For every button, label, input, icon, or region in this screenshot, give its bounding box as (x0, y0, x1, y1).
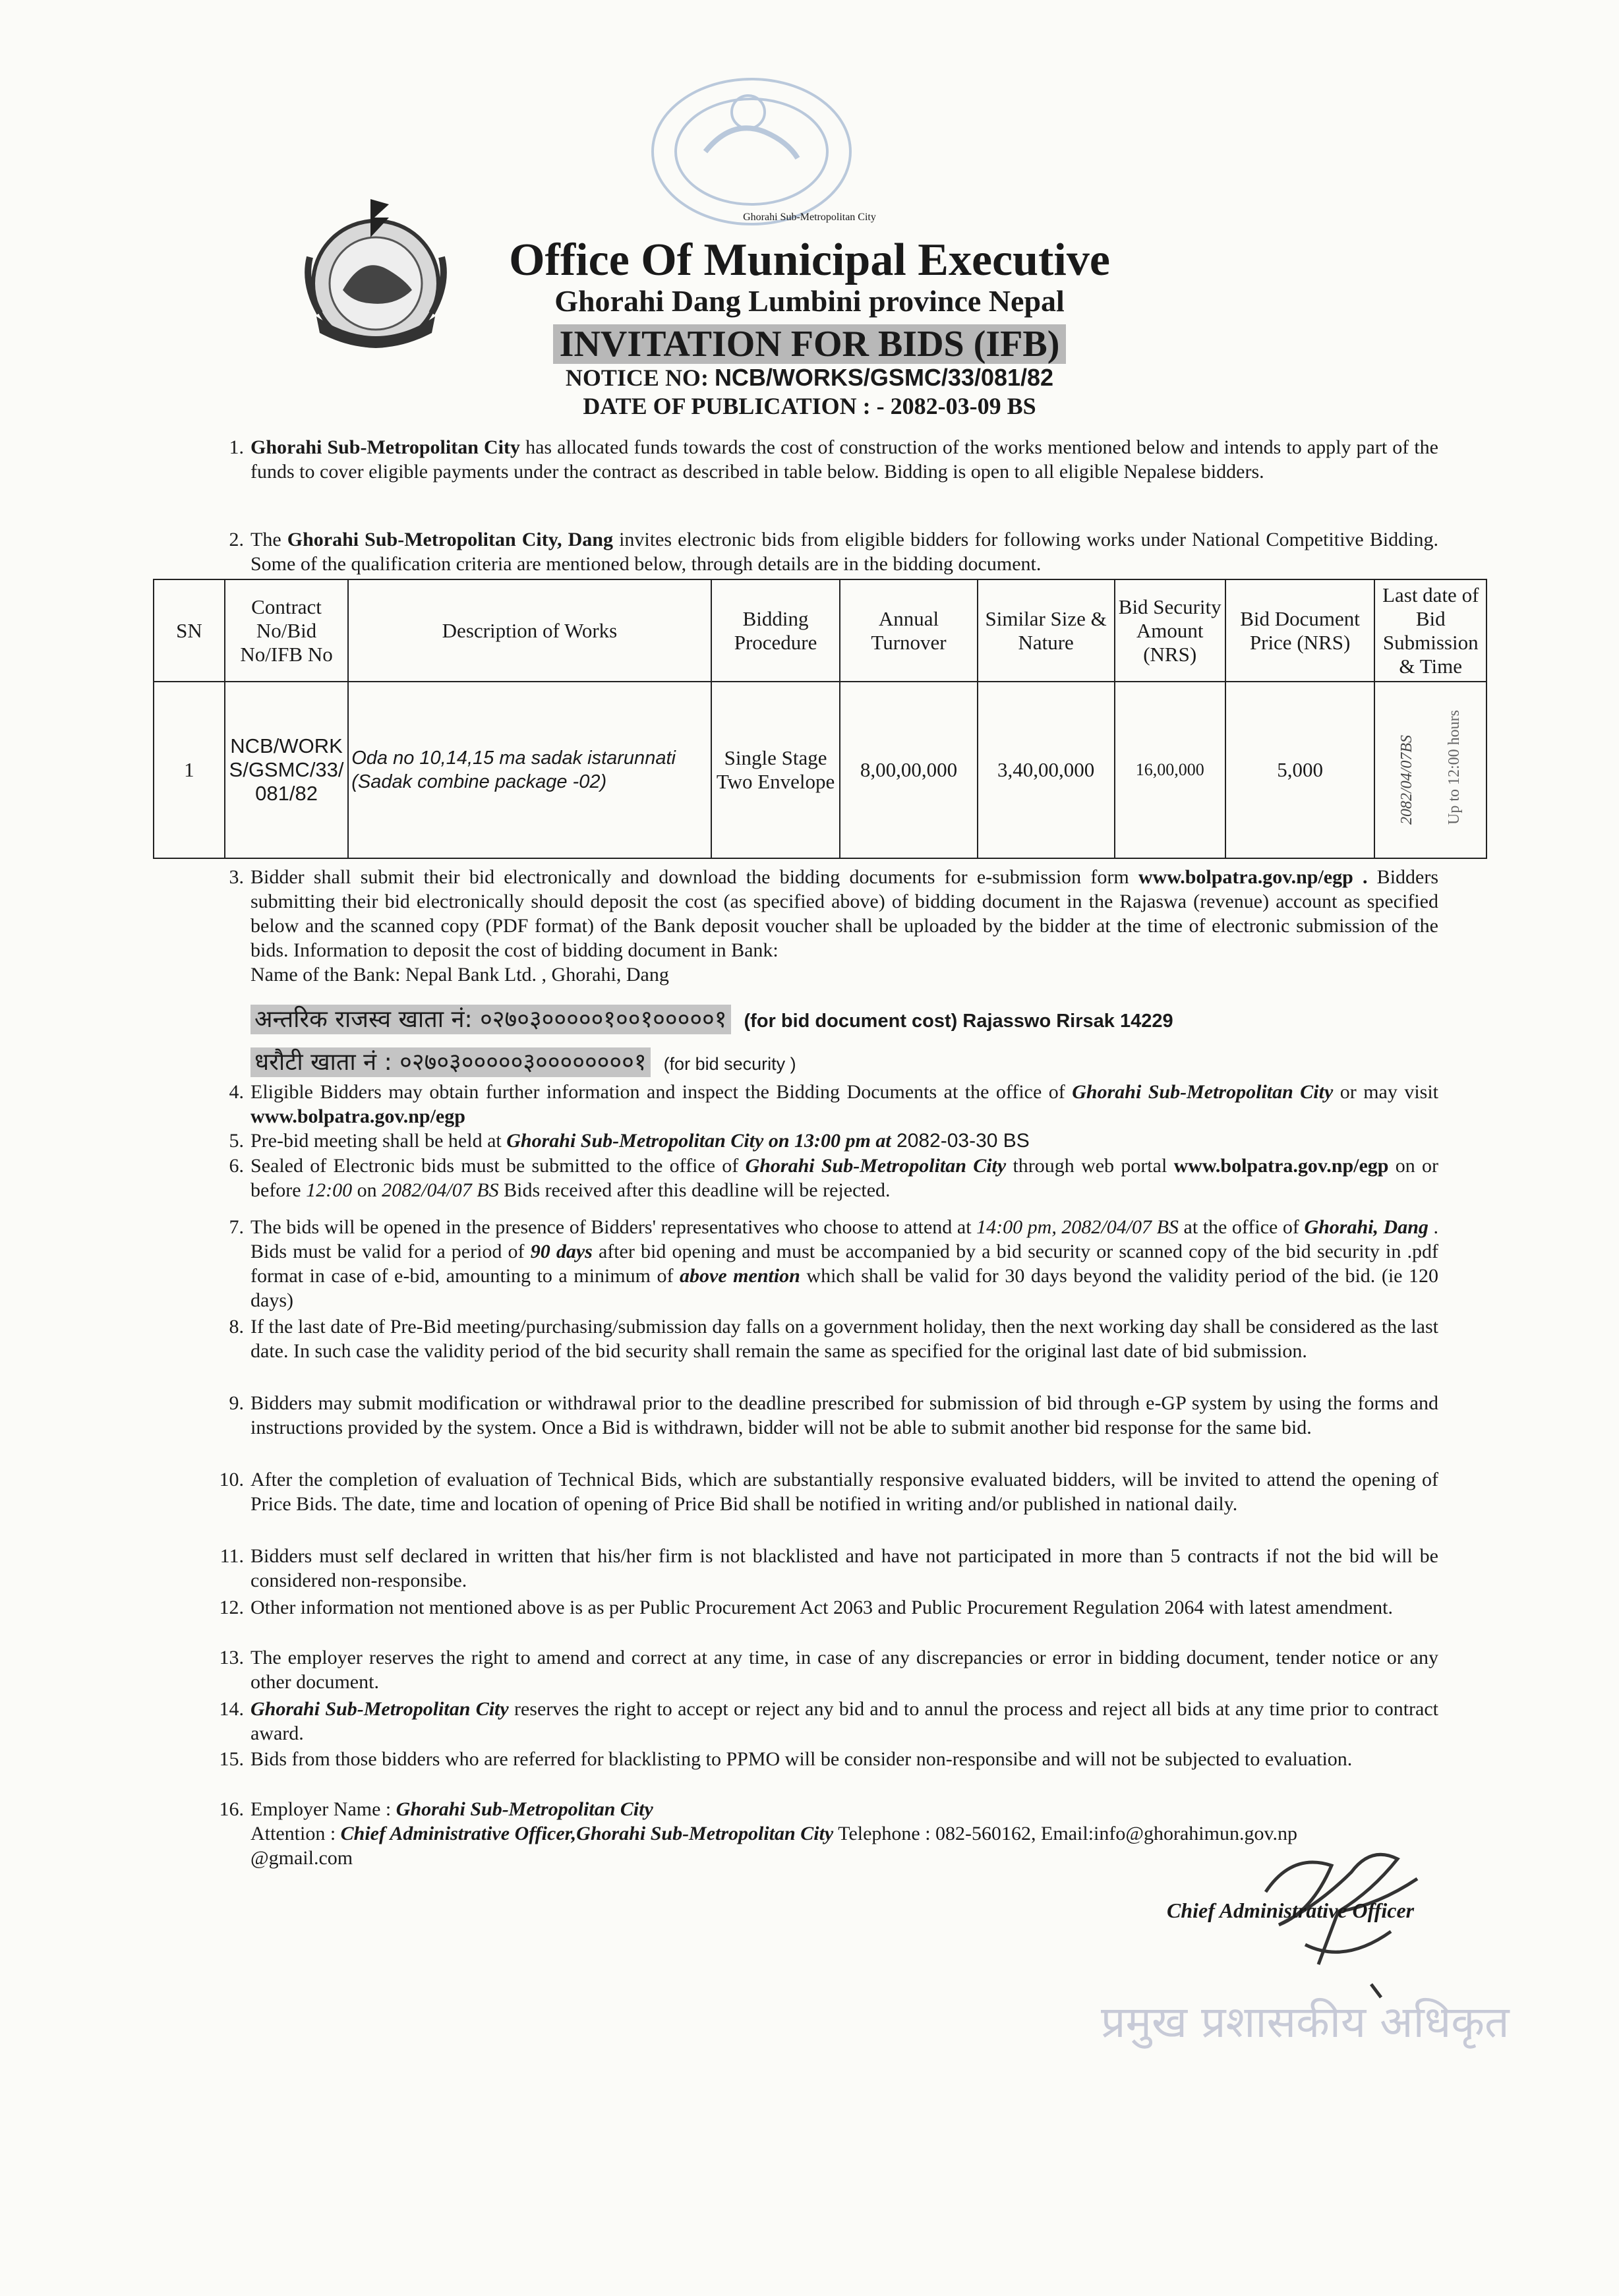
para-14-num: 14. (219, 1698, 244, 1720)
revenue-account (250, 1002, 1173, 1034)
th-turnover: Annual Turnover (840, 579, 977, 682)
contact-info: Telephone : 082-560162, Email:info@ghorahimun.gov.np (833, 1823, 1298, 1844)
para-1 (250, 435, 1438, 484)
para-4-num: 4. (229, 1081, 244, 1103)
para-15-num: 15. (219, 1748, 244, 1770)
cell-similar: 3,40,00,000 (978, 682, 1115, 858)
attention-name: Chief Administrative Officer,Ghorahi Sub-Metropolitan City (340, 1823, 834, 1844)
para-1-text: has allocated funds towards the cost of construction of the works mentioned below and intends to apply part of the funds to cover eligible payments under the contract as described in table below. Bidding is open to all eligible Nepalese bidders. (250, 436, 1438, 483)
para-6 (250, 1154, 1438, 1202)
para-12-num: 12. (219, 1597, 244, 1618)
doc-title (0, 324, 1619, 364)
cell-security: 16,00,000 (1115, 682, 1225, 858)
th-description: Description of Works (348, 579, 711, 682)
para-7-t4: after bid opening and must be accompanied by a bid security or scanned copy of the bid security in .pdf format in case of e-bid, amounting to a minimum of (250, 1241, 1439, 1287)
notice-value: NCB/WORKS/GSMC/33/081/82 (714, 364, 1054, 391)
notice-number (0, 366, 1619, 390)
revenue-account-note: (for bid document cost) Rajasswo Rirsak 14229 (744, 1011, 1173, 1032)
th-doc-price: Bid Document Price (NRS) (1225, 579, 1375, 682)
cell-sn: 1 (154, 682, 225, 858)
para-7 (250, 1215, 1438, 1312)
para-1-num: 1. (229, 436, 244, 458)
para-8-num: 8. (229, 1316, 244, 1338)
cell-contract: NCB/WORKS/GSMC/33/081/82 (225, 682, 348, 858)
para-11-num: 11. (220, 1545, 244, 1567)
para-6-t2: through web portal (1006, 1155, 1174, 1177)
para-7-num: 7. (229, 1216, 244, 1238)
para-14-b1: Ghorahi Sub-Metropolitan City (250, 1698, 509, 1720)
para-7-t3: . Bids must be valid for a period of (250, 1216, 1438, 1262)
publication-date: DATE OF PUBLICATION : - 2082-03-09 BS (583, 393, 1036, 419)
revenue-account-number: अन्तरिक राजस्व खाता नं: ०२७०३०००००१००१०००००१ (250, 1005, 731, 1034)
para-6-b1: Ghorahi Sub-Metropolitan City (745, 1155, 1007, 1177)
para-9-num: 9. (229, 1392, 244, 1414)
para-14 (250, 1697, 1438, 1746)
last-date-value: 2082/04/07BS (1398, 735, 1416, 825)
th-procedure: Bidding Procedure (711, 579, 840, 682)
para-11: Bidders must self declared in written that his/her firm is not blacklisted and have not participated in more than 5 contracts if not the bid will be considered non-responsibe. (250, 1545, 1438, 1591)
para-4-t1: Eligible Bidders may obtain further information and inspect the Bidding Documents at the office of (250, 1081, 1073, 1103)
para-13-num: 13. (219, 1647, 244, 1668)
para-7-t2: at the office of (1178, 1216, 1305, 1238)
para-7-t5: which shall be valid for 30 days beyond the validity period of the bid. (ie 120 days) (250, 1265, 1438, 1311)
office-stamp (606, 66, 897, 264)
para-10-num: 10. (219, 1469, 244, 1490)
last-time-value: Up to 12:00 hours (1446, 710, 1463, 825)
para-16-t2: Attention : (250, 1823, 341, 1844)
contact-info-cont: @gmail.com (250, 1847, 353, 1869)
deposit-account (250, 1045, 796, 1077)
para-13: The employer reserves the right to amend and correct at any time, in case of any discrepancies or error in bidding document, tender notice or any other document. (250, 1647, 1438, 1693)
th-sn: SN (154, 579, 225, 682)
para-7-t1: The bids will be opened in the presence of Bidders' representatives who choose to attend at (250, 1216, 977, 1238)
para-6-time: 12:00 (306, 1179, 353, 1201)
para-14-text: reserves the right to accept or reject any bid and to annul the process and reject all bids at any time prior to contract award. (250, 1698, 1438, 1744)
table-header-row (154, 579, 1487, 682)
para-6-num: 6. (229, 1155, 244, 1177)
para-7-b2: 90 days (530, 1241, 593, 1262)
para-8: If the last date of Pre-Bid meeting/purchasing/submission day falls on a government holiday, then the next working day shall be considered as the last date. In such case the validity period of the bid security shall remain the same as specified for the original last date of bid submission. (250, 1316, 1438, 1362)
th-contract: Contract No/Bid No/IFB No (225, 579, 348, 682)
seal-text: प्रमुख प्रशासकीय अधिकृत (1101, 1997, 1510, 2047)
bank-name: Name of the Bank: Nepal Bank Ltd. , Ghorahi, Dang (250, 964, 669, 986)
para-3-num: 3. (229, 866, 244, 888)
notice-label: NOTICE NO: (565, 365, 715, 391)
para-7-b1: Ghorahi, Dang (1304, 1216, 1428, 1238)
para-3 (250, 865, 1438, 987)
para-4-link: www.bolpatra.gov.np/egp (250, 1105, 465, 1127)
para-5-date: 2082-03-30 BS (891, 1130, 1030, 1152)
para-5-b1: Ghorahi Sub-Metropolitan City on 13:00 pm at (506, 1130, 891, 1152)
para-16-num: 16. (219, 1798, 244, 1820)
table-row (154, 682, 1487, 858)
cell-procedure: Single Stage Two Envelope (711, 682, 840, 858)
th-security: Bid Security Amount (NRS) (1115, 579, 1225, 682)
para-16-t1: Employer Name : (250, 1798, 396, 1820)
para-7-datetime: 14:00 pm, 2082/04/07 BS (976, 1216, 1179, 1238)
cell-description: Oda no 10,14,15 ma sadak istarunnati (Sadak combine package -02) (348, 682, 711, 858)
para-10: After the completion of evaluation of Technical Bids, which are substantially responsive evaluated bidders, will be invited to attend the opening of Price Bids. The date, time and location of opening of Price Bid shall be notified in writing and/or published in national daily. (250, 1469, 1438, 1515)
para-3-t2: Bidders submitting their bid electronically should deposit the cost (as specified above) of bidding document in the Rajaswa (revenue) account as specified below and the scanned copy (PDF format) of the Bank deposit voucher shall be uploaded by the bidder at the time of electronic submission of the bids. Information to deposit the cost of bidding document in Bank: (250, 866, 1439, 961)
para-4-b1: Ghorahi Sub-Metropolitan City (1072, 1081, 1334, 1103)
para-2-text: invites electronic bids from eligible bidders for following works under National Competitive Bidding. Some of the qualification criteria are mentioned below, through details are in the bidding document. (250, 529, 1439, 575)
para-2-num: 2. (229, 529, 244, 550)
para-6-link: www.bolpatra.gov.np/egp (1173, 1155, 1389, 1177)
para-15: Bids from those bidders who are referred for blacklisting to PPMO will be consider non-responsibe and will not be subjected to evaluation. (250, 1748, 1353, 1770)
deposit-account-note: (for bid security ) (663, 1054, 796, 1074)
signatory-title: Chief Administrative Officer (1167, 1899, 1415, 1922)
para-6-t1: Sealed of Electronic bids must be submitted to the office of (250, 1155, 746, 1177)
para-9: Bidders may submit modification or withdrawal prior to the deadline prescribed for submission of bid through e-GP system by using the forms and instructions provided by the system. Once a Bid is withdrawn, bidder will not be able to submit another bid response for the same bid. (250, 1392, 1438, 1438)
bids-table (153, 579, 1487, 859)
para-3-link: www.bolpatra.gov.np/egp . (1138, 866, 1368, 888)
para-6-date: 2082/04/07 BS (382, 1179, 499, 1201)
para-6-t4: on (352, 1179, 382, 1201)
deposit-account-number: धरौटी खाता नं : ०२७०३०००००३००००००००१ (250, 1047, 651, 1077)
para-5 (250, 1129, 1438, 1153)
para-2-pre: The (250, 529, 287, 550)
th-last-date: Last date of Bid Submission & Time (1374, 579, 1487, 682)
para-2 (250, 527, 1438, 576)
para-2-bold: Ghorahi Sub-Metropolitan City, Dang (287, 529, 613, 550)
address: Ghorahi Dang Lumbini province Nepal (554, 284, 1065, 318)
para-7-b3: above mention (680, 1265, 800, 1287)
org-name: Ghorahi Sub-Metropolitan City (743, 212, 876, 223)
cell-turnover: 8,00,00,000 (840, 682, 977, 858)
th-similar: Similar Size & Nature (978, 579, 1115, 682)
para-6-t3: on or before (250, 1155, 1438, 1201)
cell-last-date (1374, 682, 1487, 858)
para-1-bold: Ghorahi Sub-Metropolitan City (250, 436, 520, 458)
para-5-t1: Pre-bid meeting shall be held at (250, 1130, 507, 1152)
para-4-t2: or may visit (1333, 1081, 1438, 1103)
doc-title-text: INVITATION FOR BIDS (IFB) (553, 324, 1067, 364)
para-3-t1: Bidder shall submit their bid electronically and download the bidding documents for e-submission form (250, 866, 1138, 888)
para-6-t5: Bids received after this deadline will be rejected. (498, 1179, 891, 1201)
para-12: Other information not mentioned above is as per Public Procurement Act 2063 and Public Procurement Regulation 2064 with latest amendment. (250, 1597, 1393, 1618)
employer-name: Ghorahi Sub-Metropolitan City (396, 1798, 653, 1820)
office-title: Office Of Municipal Executive (509, 235, 1110, 285)
cell-doc-price: 5,000 (1225, 682, 1375, 858)
para-4 (250, 1080, 1438, 1129)
para-5-num: 5. (229, 1130, 244, 1152)
